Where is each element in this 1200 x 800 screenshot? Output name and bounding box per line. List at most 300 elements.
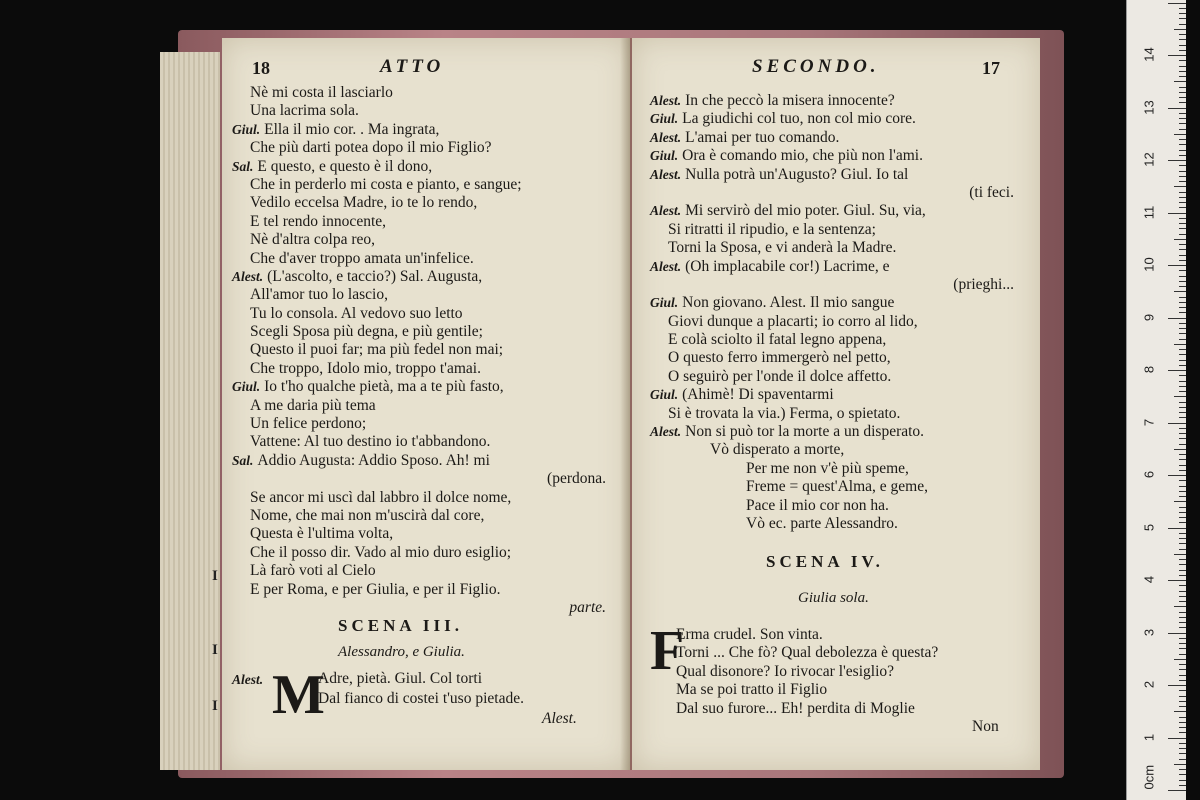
line-text: (ti feci. xyxy=(969,183,1014,201)
line-text: Vò ec. parte Alessandro. xyxy=(746,514,898,532)
ruler-tick xyxy=(1168,370,1186,371)
text-line xyxy=(232,544,622,562)
line-text: parte. xyxy=(569,598,606,616)
line-text: Nè d'altra colpa reo, xyxy=(250,231,376,249)
ruler-tick xyxy=(1179,722,1186,723)
text-line xyxy=(232,489,622,507)
ruler-tick xyxy=(1179,585,1186,586)
line-text: Che il posso dir. Vado al mio duro esiglio; xyxy=(250,543,512,561)
ruler-tick xyxy=(1179,71,1186,72)
text-line xyxy=(232,433,622,451)
line-text: Pace il mio cor non ha. xyxy=(746,496,889,514)
page-number: 17 xyxy=(982,58,1000,78)
ruler-tick xyxy=(1179,402,1186,403)
line-text: Là farò voti al Cielo xyxy=(250,562,376,580)
text-line xyxy=(232,84,622,102)
ruler-tick xyxy=(1179,123,1186,124)
ruler-number: 12 xyxy=(1141,152,1157,167)
ruler-tick xyxy=(1179,533,1186,534)
edge-letter: I xyxy=(212,698,218,714)
speaker-label: Alest. xyxy=(650,166,682,182)
ruler-unit: 0cm xyxy=(1141,764,1157,790)
text-line xyxy=(232,158,622,176)
ruler-tick xyxy=(1179,612,1186,613)
ruler-tick xyxy=(1168,3,1186,4)
speaker-label: Giul. xyxy=(650,148,679,164)
drop-cap: M xyxy=(272,664,325,726)
ruler-tick xyxy=(1179,617,1186,618)
ruler-tick xyxy=(1179,507,1186,508)
ruler-tick xyxy=(1179,690,1186,691)
speaker-label: Alest. xyxy=(650,93,682,108)
ruler-tick xyxy=(1179,496,1186,497)
ruler-tick xyxy=(1179,66,1186,67)
ruler-tick xyxy=(1174,606,1186,607)
text-line xyxy=(232,562,622,580)
ruler-tick xyxy=(1168,475,1186,476)
text-line xyxy=(650,441,1030,459)
ruler-tick xyxy=(1179,45,1186,46)
page-number: 18 xyxy=(252,58,270,78)
ruler-tick xyxy=(1168,580,1186,581)
ruler-tick xyxy=(1168,685,1186,686)
ruler-tick xyxy=(1168,108,1186,109)
ruler-tick xyxy=(1168,55,1186,56)
ruler-tick xyxy=(1168,265,1186,266)
ruler-tick xyxy=(1179,654,1186,655)
ruler-number: 9 xyxy=(1141,313,1157,321)
line-text: Che in perderlo mi costa e pianto, e sangue; xyxy=(250,175,522,193)
line-text: Per me non v'è più speme, xyxy=(746,459,909,477)
ruler-tick xyxy=(1179,522,1186,523)
ruler-number: 3 xyxy=(1141,628,1157,636)
ruler-tick xyxy=(1179,39,1186,40)
ruler-number: 1 xyxy=(1141,733,1157,741)
ruler-tick xyxy=(1179,223,1186,224)
text-line xyxy=(650,368,1030,386)
scene-title: SCENA IV. xyxy=(766,552,884,571)
text-line xyxy=(650,331,1030,349)
text-line xyxy=(650,166,1030,184)
scene-characters: Alessandro, e Giulia. xyxy=(338,644,465,660)
text-line xyxy=(232,286,622,304)
text-line xyxy=(232,213,622,231)
ruler-tick xyxy=(1179,234,1186,235)
ruler-tick xyxy=(1179,50,1186,51)
ruler-tick xyxy=(1168,633,1186,634)
line-text: L'amai per tuo comando. xyxy=(685,128,840,146)
line-text: Mi servirò del mio poter. Giul. Su, via, xyxy=(685,202,926,220)
text-line xyxy=(650,147,1030,165)
ruler-tick xyxy=(1179,228,1186,229)
ruler-tick xyxy=(1168,160,1186,161)
text-line xyxy=(232,415,622,433)
text-line xyxy=(650,110,1030,128)
ruler-tick xyxy=(1179,150,1186,151)
line-text: Ora è comando mio, che più non l'ami. xyxy=(682,147,923,165)
ruler-tick xyxy=(1179,354,1186,355)
ruler-tick xyxy=(1179,113,1186,114)
text-line xyxy=(232,268,622,286)
ruler-tick xyxy=(1179,748,1186,749)
text-line xyxy=(232,599,622,617)
text-line xyxy=(650,276,1030,294)
ruler-tick xyxy=(1179,433,1186,434)
ruler-tick xyxy=(1179,417,1186,418)
text-line xyxy=(650,239,1030,257)
ruler-tick xyxy=(1179,491,1186,492)
ruler-tick xyxy=(1179,591,1186,592)
scene-line: Erma crudel. Son vinta. xyxy=(676,626,823,643)
ruler-tick xyxy=(1179,323,1186,324)
ruler-tick xyxy=(1168,318,1186,319)
line-text: Vedilo eccelsa Madre, io te lo rendo, xyxy=(250,194,478,212)
ruler-tick xyxy=(1179,144,1186,145)
line-text: Un felice perdono; xyxy=(250,415,367,433)
scene-title: SCENA III. xyxy=(338,616,464,635)
line-text: (prieghi... xyxy=(953,275,1014,293)
ruler-tick xyxy=(1179,407,1186,408)
ruler-tick xyxy=(1179,207,1186,208)
ruler-tick xyxy=(1179,701,1186,702)
ruler-tick xyxy=(1179,538,1186,539)
ruler-tick xyxy=(1174,81,1186,82)
scene-line: Dal fianco di costei t'uso pietade. xyxy=(318,690,524,707)
text-line xyxy=(650,497,1030,515)
ruler-tick xyxy=(1179,339,1186,340)
text-line xyxy=(232,250,622,268)
line-text: O questo ferro immergerò nel petto, xyxy=(668,349,891,367)
text-line xyxy=(232,121,622,139)
ruler-tick xyxy=(1179,349,1186,350)
ruler-tick xyxy=(1179,118,1186,119)
ruler-tick xyxy=(1174,344,1186,345)
drop-cap: F xyxy=(650,620,685,682)
ruler-tick xyxy=(1179,769,1186,770)
text-line xyxy=(650,423,1030,441)
running-header: SECONDO. xyxy=(752,56,880,77)
line-text: Torni la Sposa, e vi anderà la Madre. xyxy=(668,239,897,257)
text-line xyxy=(232,470,622,488)
ruler-tick xyxy=(1168,738,1186,739)
speaker-label: Alest. xyxy=(650,258,682,274)
text-line xyxy=(650,184,1030,202)
ruler-tick xyxy=(1179,260,1186,261)
ruler-tick xyxy=(1179,727,1186,728)
ruler-number: 13 xyxy=(1141,99,1157,115)
ruler-tick xyxy=(1179,218,1186,219)
ruler-tick xyxy=(1168,213,1186,214)
ruler-tick xyxy=(1179,165,1186,166)
speaker-label: Giul. xyxy=(650,387,679,403)
line-text: La giudichi col tuo, non col mio core. xyxy=(682,110,916,128)
ruler-tick xyxy=(1174,764,1186,765)
measurement-ruler xyxy=(1126,0,1186,800)
text-line xyxy=(232,231,622,249)
ruler-tick xyxy=(1179,780,1186,781)
ruler-tick xyxy=(1179,643,1186,644)
ruler-tick xyxy=(1179,753,1186,754)
ruler-tick xyxy=(1179,276,1186,277)
ruler-tick xyxy=(1179,627,1186,628)
text-line xyxy=(650,92,1030,110)
ruler-tick xyxy=(1179,664,1186,665)
text-line xyxy=(650,460,1030,478)
ruler-tick xyxy=(1179,543,1186,544)
text-line xyxy=(650,386,1030,404)
ruler-tick xyxy=(1179,680,1186,681)
text-block xyxy=(650,92,1030,533)
ruler-tick xyxy=(1179,454,1186,455)
text-block xyxy=(232,84,622,617)
line-text: In che peccò la misera innocente? xyxy=(685,92,895,109)
ruler-tick xyxy=(1179,18,1186,19)
text-line xyxy=(650,515,1030,533)
text-line xyxy=(650,129,1030,147)
scene-text xyxy=(676,626,1036,718)
speaker-label: Giul. xyxy=(232,121,261,137)
ruler-tick xyxy=(1168,790,1186,791)
ruler-tick xyxy=(1179,601,1186,602)
ruler-tick xyxy=(1179,286,1186,287)
line-text: Non si può tor la morte a un disperato. xyxy=(685,423,925,441)
ruler-tick xyxy=(1174,291,1186,292)
ruler-tick xyxy=(1174,501,1186,502)
ruler-tick xyxy=(1179,176,1186,177)
speaker-label: Alest. xyxy=(232,672,264,687)
ruler-tick xyxy=(1179,570,1186,571)
ruler-tick xyxy=(1179,459,1186,460)
line-text: E tel rendo innocente, xyxy=(250,212,387,230)
ruler-tick xyxy=(1179,622,1186,623)
text-line xyxy=(650,405,1030,423)
ruler-tick xyxy=(1174,554,1186,555)
ruler-tick xyxy=(1179,13,1186,14)
ruler-tick xyxy=(1179,87,1186,88)
text-line xyxy=(232,452,622,470)
text-line xyxy=(232,360,622,378)
speaker-label: Sal. xyxy=(232,158,254,174)
line-text: (perdona. xyxy=(547,470,606,488)
text-line xyxy=(650,202,1030,220)
ruler-tick xyxy=(1179,381,1186,382)
line-text: Si è trovata la via.) Ferma, o spietato. xyxy=(668,404,901,422)
text-line xyxy=(650,478,1030,496)
running-header: ATTO xyxy=(380,56,445,77)
ruler-tick xyxy=(1179,92,1186,93)
line-text: O seguirò per l'onde il dolce affetto. xyxy=(668,367,892,385)
text-line xyxy=(232,323,622,341)
ruler-tick xyxy=(1179,428,1186,429)
ruler-tick xyxy=(1179,328,1186,329)
line-text: Questo il puoi far; ma più fedel non mai; xyxy=(250,341,504,359)
line-text: Una lacrima sola. xyxy=(250,102,359,120)
page-edges xyxy=(160,52,220,770)
line-text: E colà sciolto il fatal legno appena, xyxy=(668,331,887,349)
text-line xyxy=(650,258,1030,276)
ruler-tick xyxy=(1179,669,1186,670)
ruler-tick xyxy=(1179,24,1186,25)
text-line xyxy=(232,341,622,359)
catchword: Alest. xyxy=(542,710,577,727)
ruler-tick xyxy=(1179,706,1186,707)
ruler-tick xyxy=(1179,596,1186,597)
scene-line: Dal suo furore... Eh! perdita di Moglie xyxy=(676,699,915,717)
ruler-number: 8 xyxy=(1141,365,1157,374)
ruler-tick xyxy=(1179,743,1186,744)
ruler-tick xyxy=(1179,470,1186,471)
text-line xyxy=(650,221,1030,239)
speaker-label: Giul. xyxy=(650,111,679,127)
ruler-tick xyxy=(1179,375,1186,376)
ruler-tick xyxy=(1174,29,1186,30)
ruler-tick xyxy=(1179,360,1186,361)
line-text: E per Roma, e per Giulia, e per il Figlio. xyxy=(250,580,501,598)
ruler-tick xyxy=(1174,711,1186,712)
line-text: Nè mi costa il lasciarlo xyxy=(250,84,393,101)
line-text: (Ahimè! Di spaventarmi xyxy=(682,386,834,404)
ruler-tick xyxy=(1179,391,1186,392)
text-line xyxy=(232,305,622,323)
ruler-tick xyxy=(1179,97,1186,98)
line-text: Tu lo consola. Al vedovo suo letto xyxy=(250,304,463,322)
ruler-number: 10 xyxy=(1141,257,1157,272)
ruler-tick xyxy=(1179,197,1186,198)
ruler-tick xyxy=(1179,102,1186,103)
ruler-tick xyxy=(1179,480,1186,481)
ruler-tick xyxy=(1174,186,1186,187)
line-text: Vò disperato a morte, xyxy=(710,441,845,459)
ruler-tick xyxy=(1179,785,1186,786)
left-page xyxy=(222,38,630,770)
ruler-tick xyxy=(1179,202,1186,203)
ruler-tick xyxy=(1179,732,1186,733)
ruler-tick xyxy=(1179,192,1186,193)
catchword: Non xyxy=(972,718,999,735)
text-line xyxy=(232,176,622,194)
ruler-tick xyxy=(1179,365,1186,366)
ruler-tick xyxy=(1168,423,1186,424)
ruler-tick xyxy=(1179,307,1186,308)
ruler-tick xyxy=(1179,438,1186,439)
line-text: Ella il mio cor. . Ma ingrata, xyxy=(264,120,440,138)
line-text: E questo, e questo è il dono, xyxy=(257,157,433,175)
ruler-tick xyxy=(1174,449,1186,450)
text-line xyxy=(232,525,622,543)
scene-characters: Giulia sola. xyxy=(798,590,869,606)
speaker-label: Giul. xyxy=(232,379,261,395)
ruler-tick xyxy=(1179,517,1186,518)
text-line xyxy=(232,194,622,212)
line-text: Si ritratti il ripudio, e la sentenza; xyxy=(668,220,876,238)
line-text: Nulla potrà un'Augusto? Giul. Io tal xyxy=(685,165,909,183)
speaker-label: Alest. xyxy=(650,424,682,440)
ruler-tick xyxy=(1179,129,1186,130)
line-text: Nome, che mai non m'uscirà dal core, xyxy=(250,506,485,524)
line-text: Freme = quest'Alma, e geme, xyxy=(746,478,928,496)
speaker-label: Sal. xyxy=(232,452,254,468)
line-text: (L'ascolto, e taccio?) Sal. Augusta, xyxy=(267,267,483,285)
ruler-tick xyxy=(1174,239,1186,240)
line-text: A me daria più tema xyxy=(250,396,376,414)
ruler-number: 2 xyxy=(1141,680,1157,689)
ruler-tick xyxy=(1179,139,1186,140)
ruler-tick xyxy=(1179,60,1186,61)
ruler-tick xyxy=(1174,396,1186,397)
ruler-tick xyxy=(1179,270,1186,271)
text-line xyxy=(232,507,622,525)
ruler-tick xyxy=(1179,76,1186,77)
ruler-tick xyxy=(1179,774,1186,775)
text-line xyxy=(232,581,622,599)
text-line xyxy=(650,349,1030,367)
line-text: Se ancor mi uscì dal labbro il dolce nome, xyxy=(250,488,512,506)
ruler-tick xyxy=(1179,297,1186,298)
speaker-label: Alest. xyxy=(650,203,682,219)
line-text: Che troppo, Idolo mio, troppo t'amai. xyxy=(250,359,481,377)
ruler-tick xyxy=(1179,759,1186,760)
ruler-tick xyxy=(1179,312,1186,313)
ruler-tick xyxy=(1179,281,1186,282)
ruler-tick xyxy=(1179,486,1186,487)
ruler-tick xyxy=(1179,564,1186,565)
text-line xyxy=(232,139,622,157)
ruler-tick xyxy=(1179,559,1186,560)
ruler-tick xyxy=(1179,412,1186,413)
ruler-tick xyxy=(1179,171,1186,172)
ruler-number: 7 xyxy=(1141,418,1157,426)
ruler-number: 6 xyxy=(1141,470,1157,479)
ruler-tick xyxy=(1179,575,1186,576)
ruler-tick xyxy=(1179,512,1186,513)
line-text: Vattene: Al tuo destino io t'abbandono. xyxy=(250,433,491,451)
ruler-tick xyxy=(1179,386,1186,387)
scene-line: Qual disonore? Io rivocar l'esiglio? xyxy=(676,662,894,680)
line-text: All'amor tuo lo lascio, xyxy=(250,286,388,304)
text-line xyxy=(232,397,622,415)
ruler-tick xyxy=(1179,249,1186,250)
ruler-tick xyxy=(1179,34,1186,35)
ruler-tick xyxy=(1179,675,1186,676)
ruler-tick xyxy=(1179,255,1186,256)
speaker-label: Giul. xyxy=(650,295,679,311)
text-line xyxy=(232,378,622,396)
line-text: Addio Augusta: Addio Sposo. Ah! mi xyxy=(257,451,490,469)
ruler-tick xyxy=(1179,638,1186,639)
scene-line: Adre, pietà. Giul. Col torti xyxy=(318,670,483,687)
line-text: (Oh implacabile cor!) Lacrime, e xyxy=(685,257,890,275)
ruler-tick xyxy=(1174,659,1186,660)
ruler-tick xyxy=(1179,333,1186,334)
ruler-tick xyxy=(1179,8,1186,9)
ruler-tick xyxy=(1179,155,1186,156)
ruler-tick xyxy=(1179,465,1186,466)
edge-letter: I xyxy=(212,642,218,658)
text-line xyxy=(232,102,622,120)
ruler-tick xyxy=(1179,181,1186,182)
ruler-tick xyxy=(1179,302,1186,303)
speaker-label: Alest. xyxy=(650,129,682,145)
ruler-tick xyxy=(1168,528,1186,529)
scene-line: Ma se poi tratto il Figlio xyxy=(676,681,828,699)
line-text: Che d'aver troppo amata un'infelice. xyxy=(250,249,474,267)
ruler-number: 5 xyxy=(1141,523,1157,531)
ruler-number: 11 xyxy=(1141,205,1157,219)
edge-letter: I xyxy=(212,568,218,584)
ruler-tick xyxy=(1179,696,1186,697)
ruler-tick xyxy=(1179,648,1186,649)
line-text: Giovi dunque a placarti; io corro al lido, xyxy=(668,312,918,330)
